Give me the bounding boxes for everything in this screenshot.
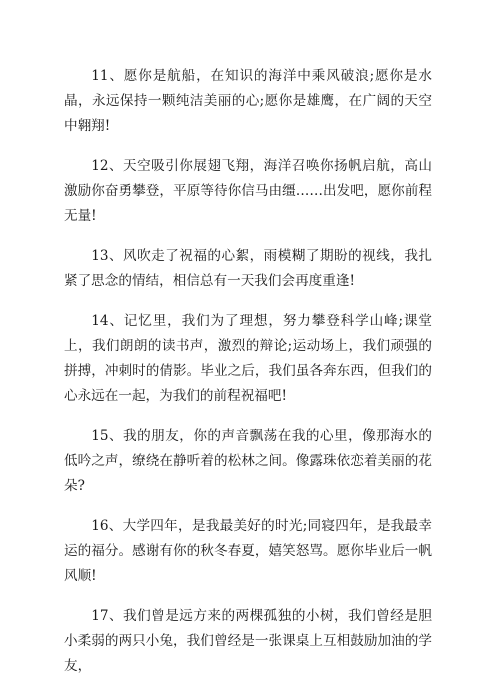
paragraph-13: 13、风吹走了祝福的心絮，雨模糊了期盼的视线，我扎紧了思念的情结，相信总有一天我们会再度重逢!	[64, 248, 432, 289]
paragraph-12: 12、天空吸引你展翅飞翔，海洋召唤你扬帆启航，高山激励你奋勇攀登，平原等待你信马由缰……出发吧，愿你前程无量!	[64, 158, 432, 224]
paragraph-17: 17、我们曾是远方来的两棵孤独的小树，我们曾经是胆小柔弱的两只小兔，我们曾经是一张课桌上互相鼓励加油的学友，	[64, 608, 432, 674]
paragraph-14: 14、记忆里，我们为了理想，努力攀登科学山峰;课堂上，我们朗朗的读书声，激烈的辩论;运动场上，我们顽强的拼搏，冲刺时的倩影。毕业之后，我们虽各奔东西，但我们的心永远在一起，为我们的前程祝福吧!	[64, 313, 432, 404]
paragraph-15: 15、我的朋友，你的声音飘荡在我的心里，像那海水的低吟之声，缭绕在静听着的松林之间。像露珠依恋着美丽的花朵?	[64, 428, 432, 494]
paragraph-11: 11、愿你是航船，在知识的海洋中乘风破浪;愿你是水晶，永远保持一颗纯洁美丽的心;愿你是雄鹰，在广阔的天空中翱翔!	[64, 68, 432, 134]
paragraph-16: 16、大学四年，是我最美好的时光;同寝四年，是我最幸运的福分。感谢有你的秋冬春夏，嬉笑怒骂。愿你毕业后一帆风顺!	[64, 518, 432, 584]
document-body	[64, 64, 432, 694]
